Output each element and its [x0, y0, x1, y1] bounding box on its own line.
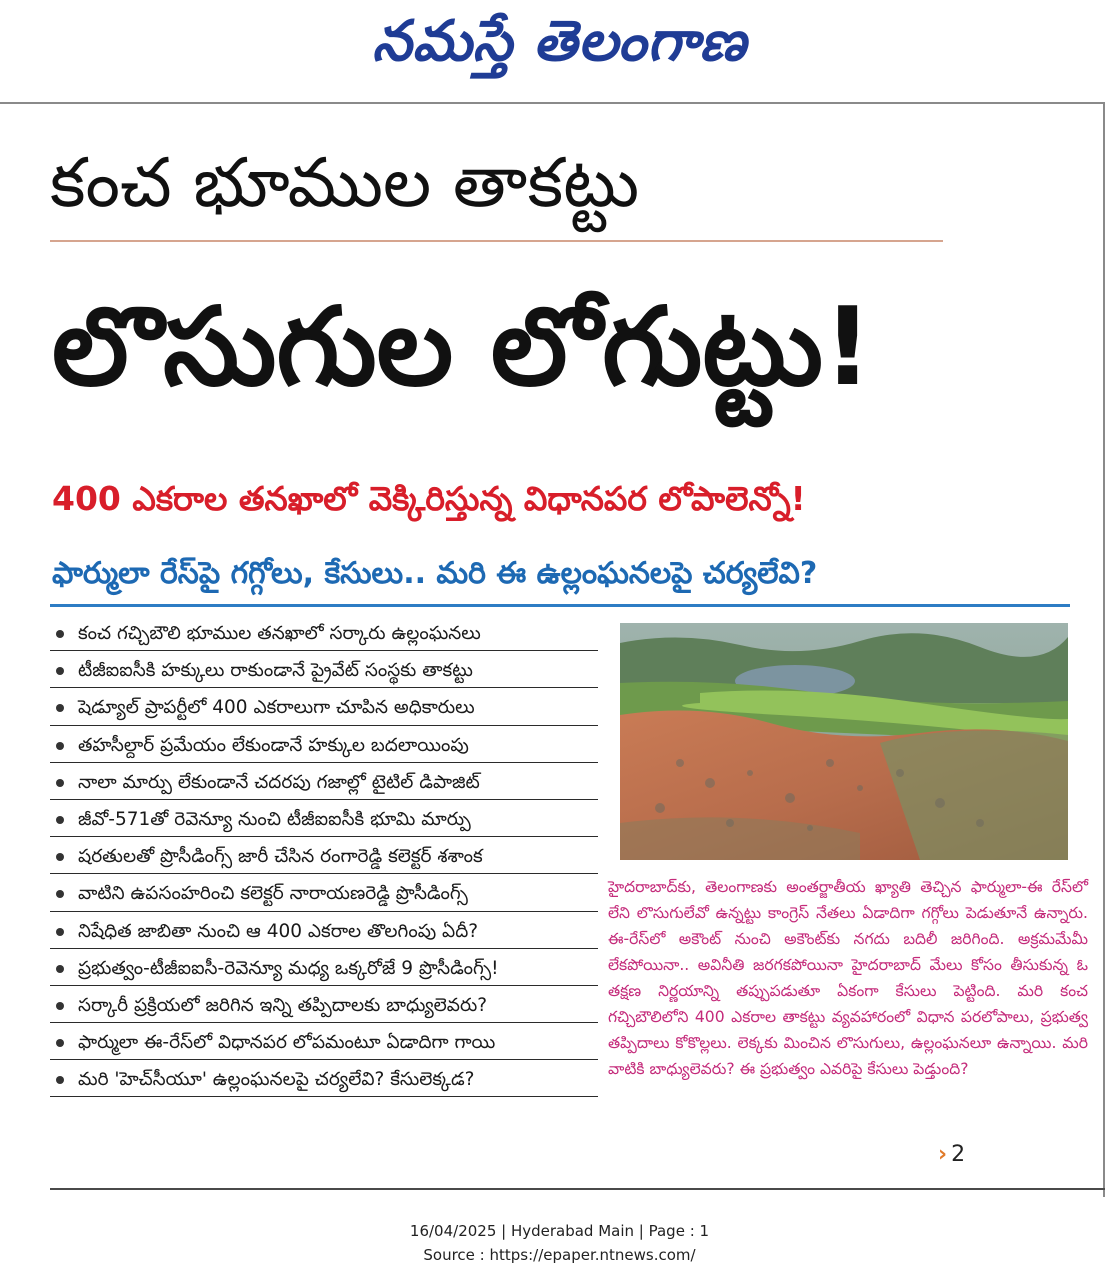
bullet-text: సర్కారీ ప్రక్రియలో జరిగిన ఇన్ని తప్పిదాలకు బాధ్యులెవరు?: [78, 994, 488, 1016]
bullet-text: ప్రభుత్వం-టీజీఐఐసీ-రెవెన్యూ మధ్య ఒక్కరోజే 9 ప్రొసీడింగ్స్!: [78, 957, 499, 979]
bullet-icon: [56, 667, 64, 675]
headline-divider: [50, 240, 943, 242]
bullet-item: [50, 800, 598, 837]
bullet-item: [50, 688, 598, 725]
bullet-text: టీజీఐఐసీకి హక్కులు రాకుండానే ప్రైవేట్ సంస్థకు తాకట్టు: [78, 660, 473, 682]
kicker: 400 ఎకరాల తనఖాలో వెక్కిరిస్తున్న విధానపర లోపాలెన్నో!: [52, 479, 806, 518]
footer-date-edition: 16/04/2025 | Hyderabad Main | Page : 1: [409, 1222, 710, 1240]
footer-source: Source : https://epaper.ntnews.com/: [423, 1246, 696, 1264]
headline-line-2: లొసుగుల లోగుట్టు!: [52, 285, 873, 410]
aerial-land-photo: [620, 623, 1068, 860]
bullet-icon: [56, 816, 64, 824]
right-border: [1103, 102, 1105, 1197]
masthead-divider: [0, 102, 1105, 104]
bullet-item: [50, 912, 598, 949]
page-ref-number: 2: [951, 1142, 966, 1167]
newspaper-logo: నమస్తే తెలంగాణ: [372, 8, 747, 74]
headline-line-1: కంచ భూముల తాకట్టు: [50, 144, 640, 223]
chevron-right-icon: ›: [938, 1142, 948, 1167]
photo-caption: హైదరాబాద్‌కు, తెలంగాణకు అంతర్జాతీయ ఖ్యాతి తెచ్చిన ఫార్ములా-ఈ రేస్‌లో లేని లొసుగులేవో ఉన్నట్టు కాంగ్రెస్ నేతలు ఏడాదిగా గగ్గోలు పెడుతూనే ఉన్నారు. ఈ-రేస్‌లో అకౌంట్ నుంచి అకౌంట్‌కు నగదు బదిలీ జరిగింది. అక్రమమేమీ లేకపోయినా.. అవినీతి జరగకపోయినా హైదరాబాద్ మేలు కోసం తీసుకున్న ఓ తక్షణ నిర్ణయాన్ని తప్పుపడుతూ ఏకంగా కేసులు పెట్టింది. మరి కంచ గచ్చిబౌలిలోని 400 ఎకరాల తాకట్టు వ్యవహారంలో విధాన పరలోపాలు, ప్రభుత్వ తప్పిదాలు కోకొల్లలు. లెక్కకు మించిన లొసుగులు, ఉల్లంఘనలూ ఉన్నాయి. మరి వాటికి బాధ్యులెవరు? ఈ ప్రభుత్వం ఎవరిపై కేసులు పెడ్తుంది?: [608, 878, 1088, 1078]
bullet-icon: [56, 630, 64, 638]
bullet-icon: [56, 965, 64, 973]
bullet-text: షెడ్యూల్ ప్రాపర్టీలో 400 ఎకరాలుగా చూపిన అధికారులు: [78, 697, 475, 719]
bullet-text: కంచ గచ్చిబౌలి భూముల తనఖాలో సర్కారు ఉల్లంఘనలు: [78, 623, 481, 644]
bullet-icon: [56, 1039, 64, 1047]
bottom-divider: [50, 1188, 1105, 1190]
bullet-item: [50, 874, 598, 911]
bullet-item: [50, 726, 598, 763]
bullet-text: షరతులతో ప్రొసీడింగ్స్ జారీ చేసిన రంగారెడ్డి కలెక్టర్ శశాంక: [78, 846, 483, 868]
bullet-list: [50, 614, 598, 1097]
subdeck: ఫార్ములా రేస్‌పై గగ్గోలు, కేసులు.. మరి ఈ ఉల్లంఘనలపై చర్యలేవి?: [52, 556, 818, 591]
bullet-text: వాటిని ఉపసంహరించి కలెక్టర్ నారాయణరెడ్డి ప్రొసీడింగ్స్: [78, 883, 468, 905]
bullet-item: [50, 1023, 598, 1060]
bullet-icon: [56, 853, 64, 861]
bullet-text: నిషేధిత జాబితా నుంచి ఆ 400 ఎకరాల తొలగింపు ఏదీ?: [78, 920, 479, 942]
masthead: [0, 0, 1119, 104]
bullet-item: [50, 986, 598, 1023]
bullet-icon: [56, 890, 64, 898]
bullet-text: తహసీల్దార్ ప్రమేయం లేకుండానే హక్కుల బదలాయింపు: [78, 734, 469, 756]
bullet-item: [50, 614, 598, 651]
bullet-item: [50, 763, 598, 800]
bullet-icon: [56, 704, 64, 712]
bullet-item: [50, 949, 598, 986]
bullet-icon: [56, 742, 64, 750]
bullet-text: మరి 'హెచ్‌సీయూ' ఉల్లంఘనలపై చర్యలేవి? కేసులెక్కడ?: [78, 1069, 475, 1091]
bullet-icon: [56, 779, 64, 787]
bullet-item: [50, 651, 598, 688]
bullet-icon: [56, 1002, 64, 1010]
continued-page-ref: [938, 1142, 965, 1167]
bullet-item: [50, 1060, 598, 1097]
subdeck-divider: [50, 604, 1070, 607]
bullet-text: ఫార్ములా ఈ-రేస్‌లో విధానపర లోపమంటూ ఏడాదిగా గాయి: [78, 1032, 496, 1054]
bullet-icon: [56, 1076, 64, 1084]
bullet-item: [50, 837, 598, 874]
bullet-icon: [56, 928, 64, 936]
bullet-text: నాలా మార్పు లేకుండానే చదరపు గజాల్లో టైటిల్ డిపాజిట్: [78, 771, 480, 793]
bullet-text: జీవో-571తో రెవెన్యూ నుంచి టీజీఐఐసీకి భూమి మార్పు: [78, 808, 471, 830]
